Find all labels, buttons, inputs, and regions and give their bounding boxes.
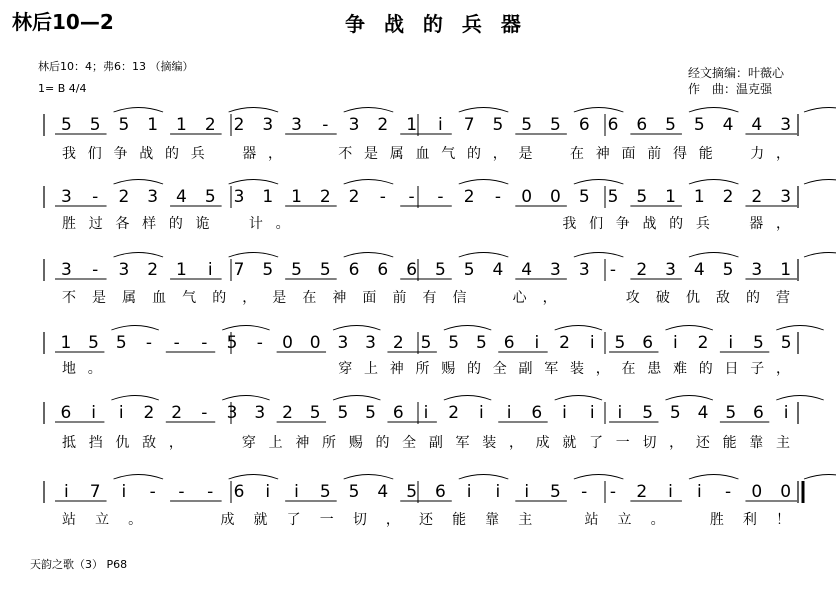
note: i [668,482,673,502]
note: 2 [377,115,389,135]
note: 5 [725,403,737,423]
note: 6 [434,482,446,502]
note: 0 [309,333,321,353]
slur [111,326,158,331]
note: 1 [147,115,159,135]
note: 6 [753,403,764,423]
note: 3 [233,187,245,207]
lyric-line: 抵挡仇敌， 穿上神所赐的全副军装，成就了一切，还能靠主 [62,435,790,451]
note: 3 [60,260,72,280]
note: 3 [291,115,302,135]
note: i [506,403,512,423]
note: 1 [780,260,792,280]
note: 5 [492,115,504,135]
note: 2 [282,403,293,423]
slur [222,396,269,401]
slur [459,108,509,113]
note: 3 [578,260,590,280]
slur [344,475,394,480]
note: - [173,333,180,353]
slur [459,180,509,185]
note: 3 [348,115,360,135]
note: 2 [559,333,570,353]
note: 5 [642,403,654,423]
note: 6 [642,333,654,353]
note: - [92,187,99,207]
note: 5 [420,333,432,353]
lyric-line: 胜过各样的诡 计。 我们争战的兵 器， [62,216,790,232]
note: i [265,482,271,502]
note: i [423,403,429,423]
note: 2 [448,403,460,423]
lyric-line: 地。 穿上神所赐的全副军装，在患难的日子， [62,361,790,377]
note: - [725,482,732,502]
note: 5 [665,115,676,135]
note: - [207,482,214,502]
note: 5 [753,333,764,353]
note: 5 [204,187,216,207]
note: - [178,482,185,502]
note: 6 [406,260,418,280]
slur [229,180,279,185]
note: 1 [262,187,274,207]
note: 5 [319,260,331,280]
note: 3 [751,260,763,280]
note: 2 [348,187,360,207]
note: - [322,115,329,135]
note: 7 [233,260,245,280]
note: 5 [636,187,648,207]
note: 5 [722,260,734,280]
slur [574,253,624,258]
note: i [617,403,623,423]
note: - [201,333,208,353]
note: 6 [636,115,648,135]
slur [114,253,164,258]
note: 5 [406,482,418,502]
note: 2 [118,187,130,207]
slur [665,326,712,331]
slur [804,253,836,258]
note: 6 [578,115,590,135]
slur [114,108,164,113]
note: 3 [550,260,561,280]
slur [574,180,624,185]
note: 1 [291,187,302,207]
note: 6 [531,403,543,423]
slur [444,326,491,331]
note: 5 [319,482,331,502]
note: 0 [751,482,763,502]
note: i [783,403,789,423]
note: 5 [550,482,561,502]
slur [114,180,164,185]
note: i [495,482,501,502]
note: 4 [492,260,504,280]
slur [344,180,394,185]
note: 4 [722,115,734,135]
note: 5 [291,260,302,280]
note: i [207,260,213,280]
slur [333,396,380,401]
note: 0 [550,187,561,207]
score-line [44,326,824,378]
slur [804,475,836,480]
note: 3 [147,187,159,207]
note: 3 [337,333,349,353]
scripture-reference: 林后10：4；弗6：13 （摘编） [38,60,194,73]
slur [574,475,624,480]
score-line [44,475,836,529]
slur [555,326,602,331]
note: i [672,333,678,353]
note: 5 [89,115,101,135]
song-title: 争 战 的 兵 器 [345,12,527,36]
note: 0 [282,333,293,353]
note: 4 [521,260,533,280]
note: - [408,187,415,207]
note: 6 [607,115,619,135]
score-line [44,396,824,452]
note: 4 [176,187,187,207]
note: 3 [226,403,238,423]
note: 6 [233,482,245,502]
note: 2 [319,187,331,207]
note: - [581,482,588,502]
note: 6 [503,333,515,353]
note: 3 [780,115,792,135]
note: - [149,482,156,502]
slur [459,253,509,258]
note: 2 [392,333,404,353]
note: 4 [693,260,705,280]
note: 4 [377,482,389,502]
note: 5 [348,482,360,502]
slur [222,326,269,331]
slur [665,396,712,401]
note: 2 [636,482,648,502]
hymn-number: 林后10—2 [12,10,114,34]
note: 5 [550,115,561,135]
score-line [44,108,836,163]
note: 0 [521,187,533,207]
note: 3 [780,187,792,207]
note: 5 [607,187,619,207]
note: 3 [60,187,72,207]
note: 3 [365,333,377,353]
note: - [609,260,617,280]
slur [229,108,279,113]
score-line [44,253,836,307]
note: 6 [60,403,72,423]
note: i [562,403,567,423]
note: 5 [262,260,274,280]
slur [111,396,158,401]
note: 5 [60,115,72,135]
note: 5 [337,403,349,423]
note: 5 [434,260,446,280]
note: 3 [118,260,130,280]
note: 2 [463,187,475,207]
note: 5 [115,333,127,353]
note: 5 [669,403,681,423]
note: 5 [88,333,99,353]
slur [344,253,394,258]
note: 7 [89,482,101,502]
slur [344,108,394,113]
note: i [438,115,443,135]
slur [333,326,380,331]
note: 2 [204,115,216,135]
note: 4 [751,115,763,135]
key-signature: 1= B 4/4 [38,82,87,95]
note: 5 [118,115,130,135]
note: - [494,187,501,207]
note: - [201,403,208,423]
slur [689,253,739,258]
note: 5 [521,115,533,135]
note: 2 [171,403,183,423]
note: 1 [665,187,676,207]
note: 5 [475,333,487,353]
slur [689,108,739,113]
composer-credit: 作 曲：温克强 [688,82,773,96]
note: 3 [665,260,676,280]
slur [804,180,836,185]
note: - [145,333,153,353]
note: 0 [780,482,792,502]
note: i [589,403,595,423]
note: 5 [463,260,475,280]
note: i [479,403,484,423]
slur [555,396,602,401]
note: 5 [448,333,460,353]
note: 5 [578,187,590,207]
note: 2 [722,187,734,207]
slur [689,180,739,185]
note: 6 [377,260,389,280]
source-citation: 天韵之歌（3） P68 [30,558,128,571]
note: 5 [693,115,705,135]
note: 2 [143,403,155,423]
note: i [728,333,734,353]
note: 7 [463,115,475,135]
slur [459,475,509,480]
score-line [44,180,836,233]
lyric-line: 站立。 成就了一切，还能靠主 站立。 胜利！ [62,512,790,528]
note: 5 [365,403,377,423]
slur [444,396,491,401]
note: - [92,260,99,280]
slur [229,253,279,258]
note: 4 [697,403,709,423]
note: 1 [406,115,418,135]
note: 2 [233,115,245,135]
note: 5 [226,333,238,353]
slur [574,108,624,113]
note: i [524,482,530,502]
slur [114,475,164,480]
slur [229,475,279,480]
slur [776,326,823,331]
note: - [256,333,263,353]
note: 1 [693,187,705,207]
note: 6 [392,403,404,423]
note: i [91,403,96,423]
note: i [118,403,124,423]
note: i [121,482,127,502]
note: 1 [176,115,187,135]
note: 2 [751,187,763,207]
slur [776,396,823,401]
note: i [696,482,702,502]
note: 1 [60,333,72,353]
note: - [609,482,617,502]
note: 3 [262,115,274,135]
slur [804,108,836,113]
lyric-line: 我们争战的兵 器， 不是属血气的，是 在神面前得能 力， [62,146,790,162]
note: 1 [176,260,187,280]
note: i [294,482,299,502]
note: 2 [697,333,709,353]
note: 2 [636,260,648,280]
note: i [589,333,595,353]
note: 5 [780,333,792,353]
lyric-line: 不是属血气的，是在神面前有信 心， 攻破仇敌的营 [62,290,790,306]
lyrics-credit: 经文摘编：叶薇心 [688,66,785,80]
slur [689,475,739,480]
note: 2 [147,260,159,280]
note: 3 [254,403,266,423]
note: i [64,482,69,502]
note: 5 [614,333,626,353]
note: - [437,187,444,207]
note: 6 [348,260,360,280]
note: i [534,333,540,353]
note: i [466,482,472,502]
note: - [379,187,386,207]
note: 5 [309,403,321,423]
